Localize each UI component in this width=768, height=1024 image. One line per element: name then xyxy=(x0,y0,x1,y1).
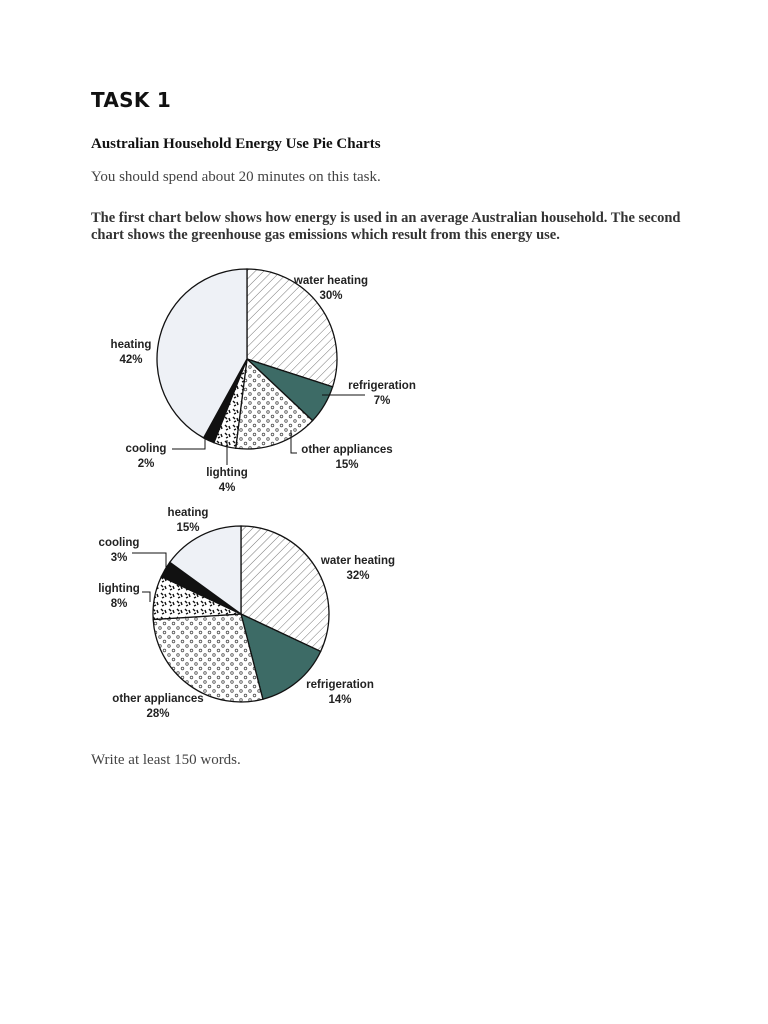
chart-1-label-heating: heating xyxy=(110,339,152,351)
chart-2-leader-lighting xyxy=(142,592,150,602)
chart-2-value-other-appliances: 28% xyxy=(146,708,170,720)
task-heading: TASK 1 xyxy=(91,88,172,112)
chart-1-label-lighting: lighting xyxy=(206,467,248,479)
chart-2-value-heating: 15% xyxy=(176,522,200,534)
chart-1-label-cooling: cooling xyxy=(125,443,167,455)
chart-2-label-heating: heating xyxy=(167,507,209,519)
chart-1-value-lighting: 4% xyxy=(218,482,236,494)
chart-2-label-lighting: lighting xyxy=(98,583,140,595)
chart-2-value-water-heating: 32% xyxy=(346,570,370,582)
chart-1-label-refrigeration: refrigeration xyxy=(348,380,416,392)
chart-1-value-other-appliances: 15% xyxy=(335,459,359,471)
chart-2-label-other-appliances: other appliances xyxy=(112,693,204,705)
chart-1-value-heating: 42% xyxy=(119,354,143,366)
chart-1-value-water-heating: 30% xyxy=(319,290,343,302)
chart-2-value-refrigeration: 14% xyxy=(328,694,352,706)
chart-2-label-cooling: cooling xyxy=(98,537,140,549)
chart-2-leader-cooling xyxy=(132,553,166,570)
document-title: Australian Household Energy Use Pie Charts xyxy=(91,136,381,152)
chart-2-label-water-heating: water heating xyxy=(320,555,396,567)
time-instruction: You should spend about 20 minutes on this task. xyxy=(91,169,381,185)
chart-1-value-cooling: 2% xyxy=(137,458,155,470)
word-count-instruction: Write at least 150 words. xyxy=(91,752,241,768)
chart-2-label-refrigeration: refrigeration xyxy=(306,679,374,691)
chart-1-label-other-appliances: other appliances xyxy=(301,444,393,456)
chart-2-value-cooling: 3% xyxy=(110,552,128,564)
chart-1-label-water-heating: water heating xyxy=(293,275,369,287)
chart-1-value-refrigeration: 7% xyxy=(373,395,391,407)
task-prompt: The first chart below shows how energy is used in an average Australian household. The second chart shows the greenhouse gas emissions which result from this energy use. xyxy=(91,210,681,243)
chart-2-value-lighting: 8% xyxy=(110,598,128,610)
